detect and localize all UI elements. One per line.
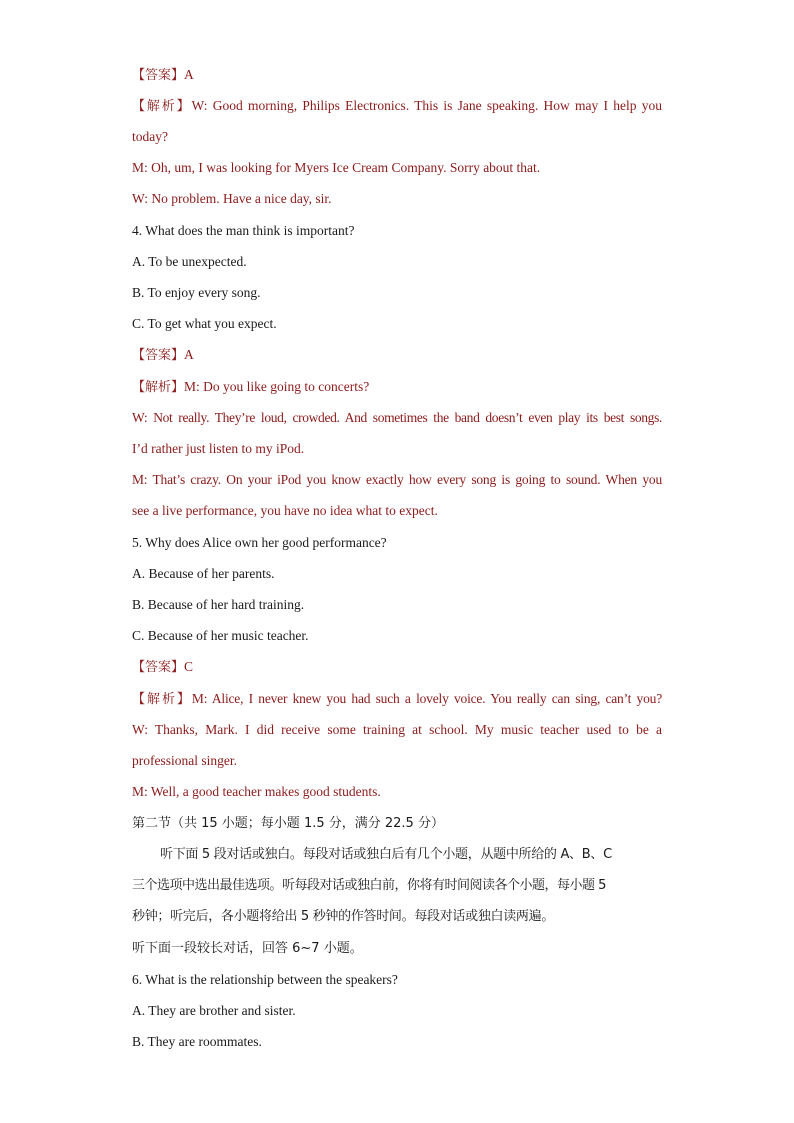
question-5: 5. Why does Alice own her good performance?: [132, 535, 387, 550]
instructions-paragraph: 秒钟；听完后，各小题将给出 5 秒钟的作答时间。每段对话或独白读两遍。: [132, 909, 555, 924]
option-a: A. They are brother and sister.: [132, 1003, 296, 1018]
analysis-tag: 【解析】: [132, 380, 185, 395]
option-c: C. To get what you expect.: [132, 316, 277, 331]
option-b: B. Because of her hard training.: [132, 597, 305, 612]
transcript-line: professional singer.: [132, 753, 237, 768]
transcript-line: W: Not really. They’re loud, crowded. And sometimes the band doesn’t even play its best songs.: [132, 410, 662, 425]
instructions-paragraph: 听下面 5 段对话或独白。每段对话或独白后有几个小题，从题中所给的 A、B、C: [160, 847, 612, 862]
transcript-line: W: Thanks, Mark. I did receive some training at school. My music teacher used to be a: [132, 722, 662, 737]
answer-tag: 【答案】: [132, 68, 185, 83]
analysis-line: [132, 97, 662, 116]
analysis-line: [132, 690, 662, 709]
transcript-line: see a live performance, you have no idea what to expect.: [132, 503, 438, 518]
analysis-tag: 【解析】: [132, 99, 192, 114]
instructions-line: 听下面一段较长对话，回答 6~7 小题。: [132, 941, 363, 956]
answer-line: [132, 346, 662, 365]
option-b: B. To enjoy every song.: [132, 285, 261, 300]
answer-line: [132, 66, 662, 85]
answer-tag: 【答案】: [132, 348, 185, 363]
answer-value: C: [184, 659, 194, 674]
analysis-text: M: Alice, I never knew you had such a lovely voice. You really can sing, can’t you?: [191, 691, 662, 706]
question-6: 6. What is the relationship between the speakers?: [132, 972, 398, 987]
instructions-paragraph: 三个选项中选出最佳选项。听每段对话或独白前，你将有时间阅读各个小题，每小题 5: [132, 878, 606, 893]
analysis-tag: 【解析】: [132, 692, 192, 707]
answer-line: [132, 658, 662, 677]
transcript-line: M: Oh, um, I was looking for Myers Ice Cream Company. Sorry about that.: [132, 160, 541, 175]
transcript-line: today?: [132, 129, 168, 144]
question-4: 4. What does the man think is important?: [132, 223, 355, 238]
transcript-line: I’d rather just listen to my iPod.: [132, 441, 305, 456]
analysis-line: [132, 378, 662, 397]
transcript-line: M: Well, a good teacher makes good students.: [132, 784, 381, 799]
answer-value: A: [184, 347, 194, 362]
option-b: B. They are roommates.: [132, 1034, 262, 1049]
answer-value: A: [184, 67, 194, 82]
transcript-line: M: That’s crazy. On your iPod you know exactly how every song is going to sound. When you: [132, 472, 662, 487]
option-c: C. Because of her music teacher.: [132, 628, 309, 643]
answer-tag: 【答案】: [132, 660, 185, 675]
analysis-text: M: Do you like going to concerts?: [184, 379, 370, 394]
analysis-text: W: Good morning, Philips Electronics. This is Jane speaking. How may I help you: [191, 98, 662, 113]
option-a: A. Because of her parents.: [132, 566, 275, 581]
section-heading: 第二节（共 15 小题；每小题 1.5 分，满分 22.5 分）: [132, 816, 444, 831]
transcript-line: W: No problem. Have a nice day, sir.: [132, 191, 332, 206]
option-a: A. To be unexpected.: [132, 254, 247, 269]
